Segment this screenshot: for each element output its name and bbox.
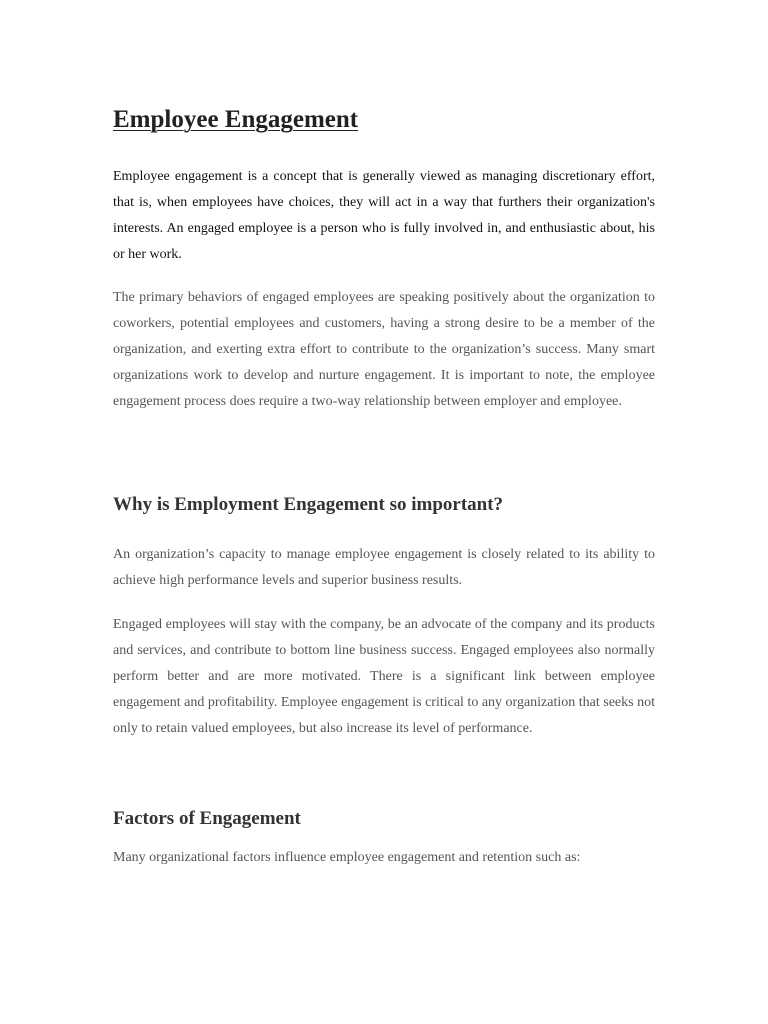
importance-paragraph-1: An organization’s capacity to manage employee engagement is closely related to its ability to achieve high performance levels and superior business results. <box>113 547 655 588</box>
factors-paragraph-1: Many organizational factors influence employee engagement and retention such as: <box>113 850 581 865</box>
section-heading-factors: Factors of Engagement <box>113 808 301 829</box>
section-heading-importance: Why is Employment Engagement so important? <box>113 494 504 515</box>
importance-paragraph-2: Engaged employees will stay with the company, be an advocate of the company and its products and services, and contribute to bottom line business success. Engaged employees also normally perform better and are more motivated. There is a significant link between employee engagement and profitability. Employee engagement is critical to any organization that seeks not only to retain valued employees, but also increase its level of performance. <box>113 617 655 736</box>
intro-paragraph-1: Employee engagement is a concept that is generally viewed as managing discretionary effort, that is, when employees have choices, they will act in a way that furthers their organization's interests. An engaged employee is a person who is fully involved in, and enthusiastic about, his or her work. <box>113 169 655 262</box>
intro-paragraph-2: The primary behaviors of engaged employees are speaking positively about the organization to coworkers, potential employees and customers, having a strong desire to be a member of the organization, and exerting extra effort to contribute to the organization’s success. Many smart organizations work to develop and nurture engagement. It is important to note, the employee engagement process does require a two-way relationship between employer and employee. <box>113 290 655 409</box>
document-title: Employee Engagement <box>113 106 359 133</box>
